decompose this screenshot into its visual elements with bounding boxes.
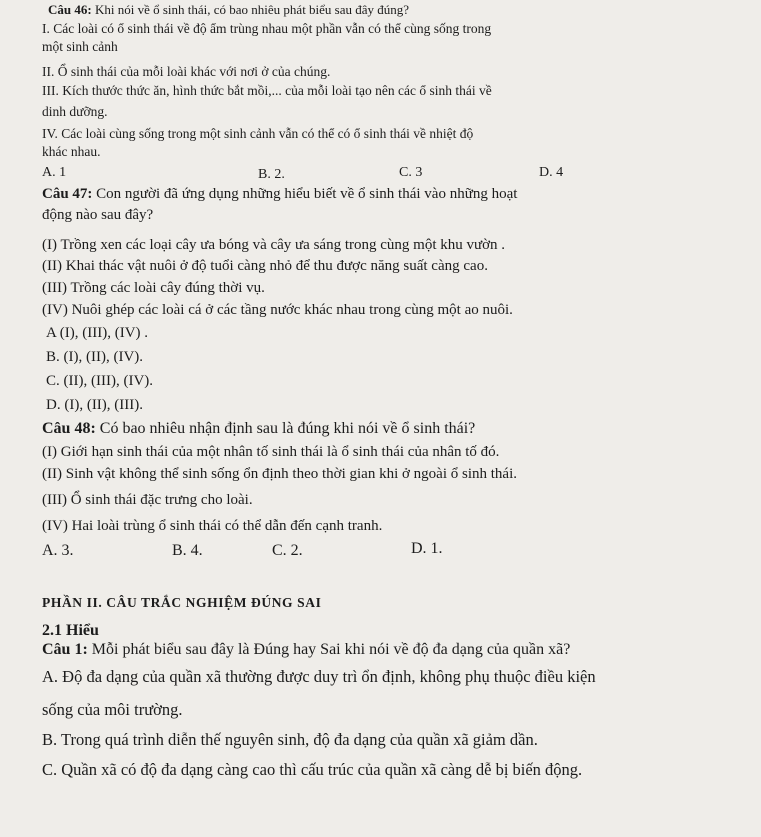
q48-label: Câu 48: [42,420,96,437]
p2-q1-statement-c: C. Quần xã có độ đa dạng càng cao thì cấu trúc của quần xã càng dễ bị biến động. [42,760,583,779]
q46-statement-1a: I. Các loài có ổ sinh thái về độ ẩm trùng nhau một phần vẫn có thể cùng sống trong [42,21,492,36]
q47-option-b: B. (I), (II), (IV). [46,349,144,365]
q46-statement-1b: một sinh cảnh [42,39,118,54]
q46-statement-3a: III. Kích thước thức ăn, hình thức bắt mồi,... của mỗi loài tạo nên các ổ sinh thái về [42,83,492,98]
q48-line [42,421,475,437]
q48-statement-2: (II) Sinh vật không thể sinh sống ổn định theo thời gian khi ở ngoài ổ sinh thái. [42,466,517,482]
q47-statement-2: (II) Khai thác vật nuôi ở độ tuổi càng nhỏ để thu được năng suất càng cao. [42,258,488,274]
q48-statement-4: (IV) Hai loài trùng ổ sinh thái có thể dẫn đến cạnh tranh. [42,518,383,534]
q48-stem: Có bao nhiêu nhận định sau là đúng khi nói về ổ sinh thái? [99,420,476,437]
q46-option-b: B. 2. [258,167,285,182]
q46-line [48,3,409,16]
q47-option-d: D. (I), (II), (III). [46,397,144,413]
q46-statement-4b: khác nhau. [42,144,101,159]
p2-q1-statement-a1: A. Độ đa dạng của quần xã thường được duy trì ổn định, không phụ thuộc điều kiện [42,667,596,686]
q48-option-c: C. 2. [272,542,303,559]
q48-option-b: B. 4. [172,542,203,559]
q47-statement-1: (I) Trồng xen các loại cây ưa bóng và cây ưa sáng trong cùng một khu vườn . [42,237,506,253]
q47-statement-4: (IV) Nuôi ghép các loài cá ở các tầng nước khác nhau trong cùng một ao nuôi. [42,302,513,318]
q46-statement-4a: IV. Các loài cùng sống trong một sinh cảnh vẫn có thể có ổ sinh thái về nhiệt độ [42,126,474,141]
q47-statement-3: (III) Trồng các loài cây đúng thời vụ. [42,280,265,296]
q47-option-c: C. (II), (III), (IV). [46,373,154,389]
q46-label: Câu 46: [48,2,92,17]
q46-stem: Khi nói về ổ sinh thái, có bao nhiêu phát biểu sau đây đúng? [94,2,410,17]
p2-q1-label: Câu 1: [42,641,88,658]
q47-stem-b: động nào sau đây? [42,207,154,223]
q47-stem-a: Con người đã ứng dụng những hiểu biết về ổ sinh thái vào những hoạt [96,186,518,202]
q46-option-d: D. 4 [539,165,564,180]
q48-option-d: D. 1. [411,540,443,557]
q46-statement-3b: dinh dưỡng. [42,104,108,119]
p2-q1-statement-a2: sống của môi trường. [42,700,183,719]
q47-option-a: A (I), (III), (IV) . [46,325,149,341]
q48-statement-1: (I) Giới hạn sinh thái của một nhân tố sinh thái là ổ sinh thái của nhân tố đó. [42,444,500,460]
q47-line [42,187,517,202]
p2-q1-stem: Mỗi phát biểu sau đây là Đúng hay Sai khi nói về độ đa dạng của quần xã? [91,641,571,658]
p2-q1-statement-b: B. Trong quá trình diễn thế nguyên sinh, độ đa dạng của quần xã giảm dần. [42,730,538,749]
q46-option-c: C. 3 [399,165,423,180]
q48-statement-3: (III) Ổ sinh thái đặc trưng cho loài. [42,492,253,508]
q47-label: Câu 47: [42,186,93,202]
q48-option-a: A. 3. [42,542,74,559]
level-heading: 2.1 Hiểu [42,622,99,639]
section-heading: PHẦN II. CÂU TRẮC NGHIỆM ĐÚNG SAI [42,595,322,610]
p2-q1-line [42,642,570,658]
q46-statement-2: II. Ổ sinh thái của mỗi loài khác với nơi ở của chúng. [42,64,331,79]
q46-option-a: A. 1 [42,165,67,180]
